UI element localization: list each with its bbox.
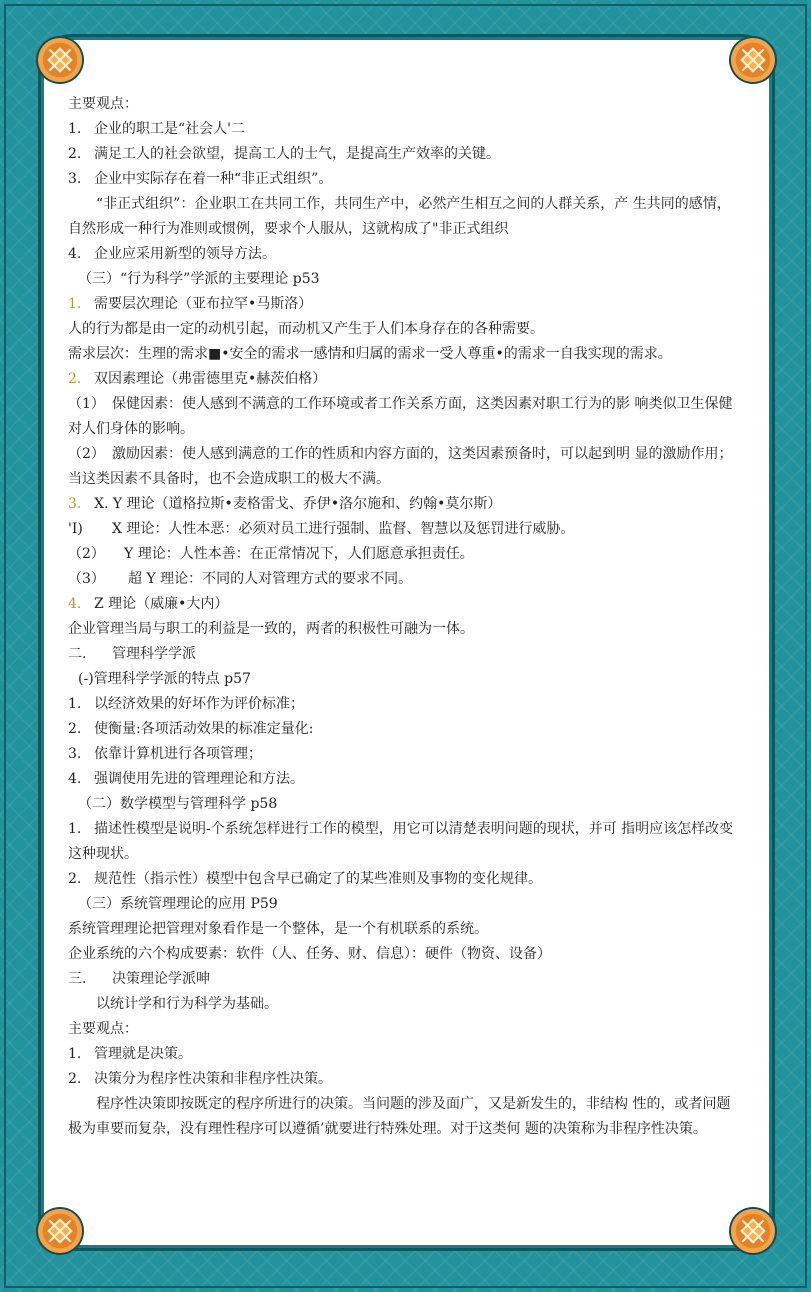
list-item: 2. 满足工人的社会欲望，提高工人的士气，是提高生产效率的关键。 [68,146,500,162]
list-item: 3. 依靠计算机进行各项管理； [68,746,262,762]
section-heading: （三）系统管理理论的应用 P59 [78,896,278,912]
corner-ornament-icon [38,1209,82,1253]
paragraph: 以统计学和行为科学为基础。 [96,996,278,1012]
list-item: 2. 决策分为程序性决策和非程序性决策。 [68,1071,332,1087]
section-heading: (-)管理科学学派的特点 p57 [78,671,251,687]
list-item: （2） 激励因素：使人感到满意的工作的性质和内容方面的，这类因素预备时，可以起到明 显的激励作用；当这类因素不具备时，也不会造成职工的极大不满。 [68,446,733,487]
list-item: 4. 企业应采用新型的领导方法。 [68,246,276,262]
paragraph: 系统管理理论把管理对象看作是一个整体，是一个有机联系的系统。 [68,921,488,937]
list-item: 1. 以经济效果的好坏作为评价标准； [68,696,304,712]
paragraph: 企业系统的六个构成要素：软件（人、任务、财、信息）：硬件（物资、设备） [68,946,551,962]
list-item: 1. 企业的职工是“社会人'二 [68,121,246,137]
section-heading: （三）“行为科学”学派的主要理论 p53 [78,271,320,287]
list-item: 2. 使衡量:各项活动效果的标准定量化: [68,721,314,737]
paragraph: 人的行为都是由一定的动机引起，而动机又产生于人们本身存在的各种需要。 [68,321,544,337]
corner-ornament-icon [38,38,82,82]
list-item: 3. X. Y 理论（道格拉斯•麦格雷戈、乔伊•洛尔施和、约翰•莫尔斯） [68,496,502,512]
list-item: 1. 需要层次理论（亚布拉罕•马斯洛） [68,296,313,312]
paragraph: 需求层次：生理的需求■•安全的需求一感情和归属的需求一受人尊重•的需求一自我实现的需求。 [68,346,672,362]
section-heading: 二. 管理科学学派 [68,646,196,662]
list-item: 3. 企业中实际存在着一种“非正式组织”。 [68,171,333,187]
list-item: 1. 描述性模型是说明-个系统怎样进行工作的模型，用它可以清楚表明问题的现状，并可 指明应该怎样改变这种现状。 [68,821,734,862]
paragraph: 企业管理当局与职工的利益是一致的，两者的积极性可融为一体。 [68,621,474,637]
list-item: 2. 规范性（指示性）模型中包含早已确定了的某些准则及事物的变化规律。 [68,871,542,887]
corner-ornament-icon [731,1209,775,1253]
list-item: 2. 双因素理论（弗雷德里克•赫茨伯格） [68,371,327,387]
paragraph: 程序性决策即按既定的程序所进行的决策。当问题的涉及面广，又是新发生的，非结构 性的，或者问题极为車要而复杂，没有理性程序可以遵循’就要进行特殊处理。对于这类何 题的决策称为非程序性决策。 [68,1096,731,1137]
list-item: （3） 超 Y 理论：不同的人对管理方式的要求不同。 [68,571,413,587]
section-heading: 主要观点： [68,96,138,112]
list-item: 4. Z 理论（威廉•大内） [68,596,229,612]
list-item: 'I) X 理论：人性本恶：必须对员工进行强制、监督、智慧以及惩罚进行威胁。 [68,521,575,537]
section-heading: （二）数学模型与管理科学 p58 [78,796,278,812]
list-item: 1. 管理就是决策。 [68,1046,192,1062]
list-item: （1） 保健因素：使人感到不满意的工作环境或者工作关系方面，这类因素对职工行为的影 响类似卫生保健对人们身体的影响。 [68,396,733,437]
list-item: （2） Y 理论：人性本善：在正常情况下，人们愿意承担责任。 [68,546,474,562]
paragraph: “非正式组织”：企业职工在共同工作，共同生产中，必然产生相互之间的人群关系，产 生共同的感情，自然形成一种行为准则或惯例，要求个人服从，这就构成了"非正式组织 [68,196,731,237]
corner-ornament-icon [731,38,775,82]
document-body [68,92,740,1142]
section-heading: 三. 决策理论学派呻 [68,971,210,987]
section-heading: 主要观点： [68,1021,138,1037]
list-item: 4. 强调使用先进的管理理论和方法。 [68,771,304,787]
